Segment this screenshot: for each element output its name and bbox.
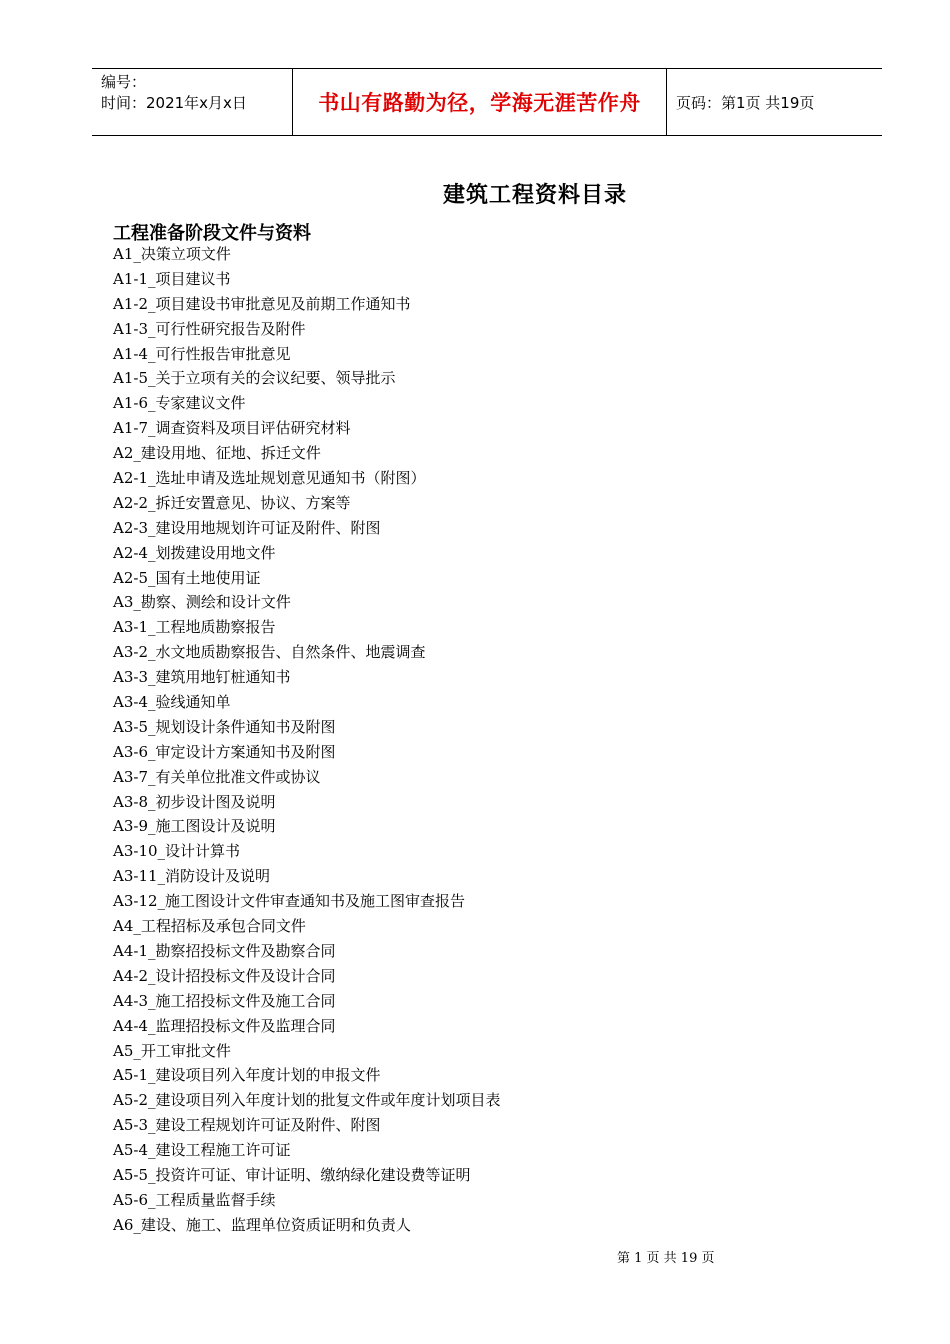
catalog-item: A2-1_选址申请及选址规划意见通知书（附图） (113, 469, 426, 488)
catalog-item: A5_开工审批文件 (113, 1041, 231, 1060)
catalog-item: A3-1_工程地质勘察报告 (113, 618, 276, 637)
catalog-item: A4-3_施工招投标文件及施工合同 (113, 991, 336, 1010)
footer-page-number: 第 1 页 共 19 页 (617, 1251, 715, 1266)
catalog-item: A2-2_拆迁安置意见、协议、方案等 (113, 493, 351, 512)
page-info: 页码：第1页 共19页 (676, 93, 815, 112)
motto-text: 书山有路勤为径，学海无涯苦作舟 (318, 91, 641, 115)
catalog-item: A2-5_国有土地使用证 (113, 568, 261, 587)
catalog-item: A3-3_建筑用地钉桩通知书 (113, 668, 291, 687)
catalog-item: A5-4_建设工程施工许可证 (113, 1141, 291, 1160)
catalog-item: A3-5_规划设计条件通知书及附图 (113, 717, 336, 736)
catalog-item: A1-2_项目建设书审批意见及前期工作通知书 (113, 294, 411, 313)
header-meta-cell (92, 69, 293, 135)
catalog-item: A5-1_建设项目列入年度计划的申报文件 (113, 1066, 381, 1085)
catalog-item: A5-3_建设工程规划许可证及附件、附图 (113, 1116, 381, 1135)
catalog-item: A1-7_调查资料及项目评估研究材料 (113, 419, 351, 438)
catalog-item: A4_工程招标及承包合同文件 (113, 917, 306, 936)
document-time-label: 时间：2021年x月x日 (101, 94, 247, 112)
catalog-item: A2_建设用地、征地、拆迁文件 (113, 444, 321, 463)
catalog-item: A4-4_监理招投标文件及监理合同 (113, 1016, 336, 1035)
catalog-item: A4-1_勘察招投标文件及勘察合同 (113, 941, 336, 960)
header-table (92, 68, 882, 136)
catalog-item: A1-6_专家建议文件 (113, 394, 246, 413)
catalog-item: A1_决策立项文件 (113, 245, 231, 263)
catalog-item: A5-5_投资许可证、审计证明、缴纳绿化建设费等证明 (113, 1165, 471, 1184)
catalog-item: A5-6_工程质量监督手续 (113, 1190, 276, 1209)
catalog-item: A3-8_初步设计图及说明 (113, 792, 276, 811)
catalog-item: A3-7_有关单位批准文件或协议 (113, 767, 321, 786)
catalog-item: A3-2_水文地质勘察报告、自然条件、地震调查 (113, 643, 426, 662)
catalog-item: A3-9_施工图设计及说明 (113, 817, 276, 836)
catalog-item: A2-3_建设用地规划许可证及附件、附图 (113, 518, 381, 537)
catalog-item: A3-6_审定设计方案通知书及附图 (113, 742, 336, 761)
catalog-item: A3-12_施工图设计文件审查通知书及施工图审查报告 (113, 892, 466, 911)
document-title: 建筑工程资料目录 (442, 183, 627, 208)
catalog-item: A4-2_设计招投标文件及设计合同 (113, 966, 336, 985)
section-title: 工程准备阶段文件与资料 (113, 223, 311, 244)
catalog-item: A1-4_可行性报告审批意见 (113, 344, 291, 363)
document-number-label: 编号： (101, 73, 147, 91)
catalog-item: A1-3_可行性研究报告及附件 (113, 319, 306, 338)
catalog-item: A1-1_项目建议书 (113, 269, 231, 288)
catalog-item: A3-10_设计计算书 (113, 842, 241, 861)
catalog-item: A2-4_划拨建设用地文件 (113, 543, 276, 562)
catalog-list (113, 242, 501, 1238)
catalog-item: A3-4_验线通知单 (113, 693, 231, 712)
catalog-item: A6_建设、施工、监理单位资质证明和负责人 (113, 1215, 411, 1234)
catalog-item: A1-5_关于立项有关的会议纪要、领导批示 (113, 369, 396, 388)
header-motto-cell (293, 69, 667, 135)
header-page-cell (667, 69, 882, 135)
catalog-item: A5-2_建设项目列入年度计划的批复文件或年度计划项目表 (113, 1091, 501, 1110)
catalog-item: A3_勘察、测绘和设计文件 (113, 593, 291, 612)
catalog-item: A3-11_消防设计及说明 (113, 867, 271, 886)
